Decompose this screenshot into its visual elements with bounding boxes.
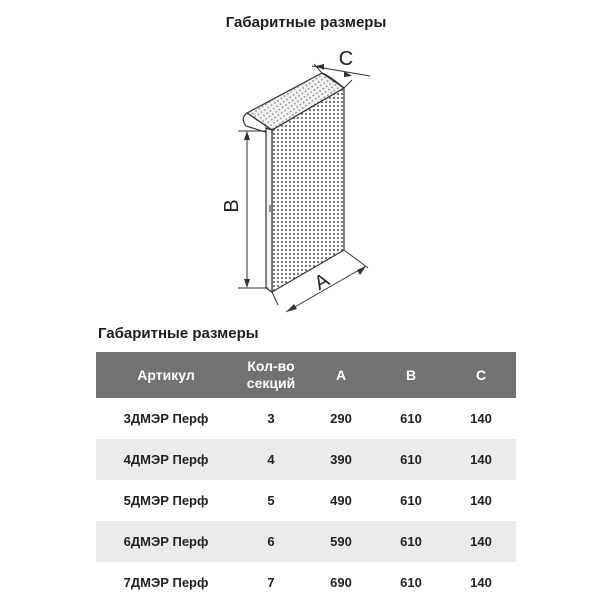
cell-article: 4ДМЭР Перф — [96, 439, 236, 480]
cell-c: 140 — [470, 493, 492, 508]
dimension-diagram — [0, 40, 612, 320]
table-row — [96, 521, 516, 562]
cell-c: 140 — [446, 521, 516, 562]
cell-a: 590 — [306, 521, 376, 562]
header-article: Артикул — [96, 352, 236, 398]
header-sections: Кол-во секций — [236, 352, 306, 398]
cell-sections: 7 — [267, 575, 275, 590]
cell-b: 610 — [376, 439, 446, 480]
cell-article: 3ДМЭР Перф — [123, 411, 209, 426]
cell-a: 690 — [330, 575, 352, 590]
radiator-screen — [243, 73, 344, 292]
cell-sections: 4 — [236, 439, 306, 480]
dimensions-table — [96, 352, 516, 603]
dimension-b-label: B — [221, 199, 243, 213]
cell-c: 140 — [470, 575, 492, 590]
cell-a: 290 — [330, 411, 352, 426]
cell-b: 610 — [400, 575, 422, 590]
table-header-row — [96, 352, 516, 398]
dimension-c-label: C — [338, 48, 354, 70]
cell-article: 6ДМЭР Перф — [96, 521, 236, 562]
cell-article: 5ДМЭР Перф — [123, 493, 209, 508]
header-c: C — [446, 352, 516, 398]
cell-sections: 3 — [267, 411, 275, 426]
page-title: Габаритные размеры — [225, 14, 387, 31]
cell-sections: 6 — [236, 521, 306, 562]
cell-sections: 5 — [267, 493, 275, 508]
table-row — [96, 480, 516, 521]
table-title: Габаритные размеры — [98, 325, 259, 342]
cell-c: 140 — [446, 439, 516, 480]
dimension-b — [221, 131, 268, 288]
cell-article: 7ДМЭР Перф — [123, 575, 209, 590]
table-row — [96, 398, 516, 439]
cell-b: 610 — [400, 493, 422, 508]
table-row — [96, 562, 516, 603]
cell-a: 490 — [330, 493, 352, 508]
cell-b: 610 — [400, 411, 422, 426]
cell-b: 610 — [376, 521, 446, 562]
cell-c: 140 — [470, 411, 492, 426]
dimension-a-label: A — [310, 269, 334, 295]
cell-a: 390 — [306, 439, 376, 480]
header-b: B — [376, 352, 446, 398]
table-row — [96, 439, 516, 480]
header-a: A — [306, 352, 376, 398]
